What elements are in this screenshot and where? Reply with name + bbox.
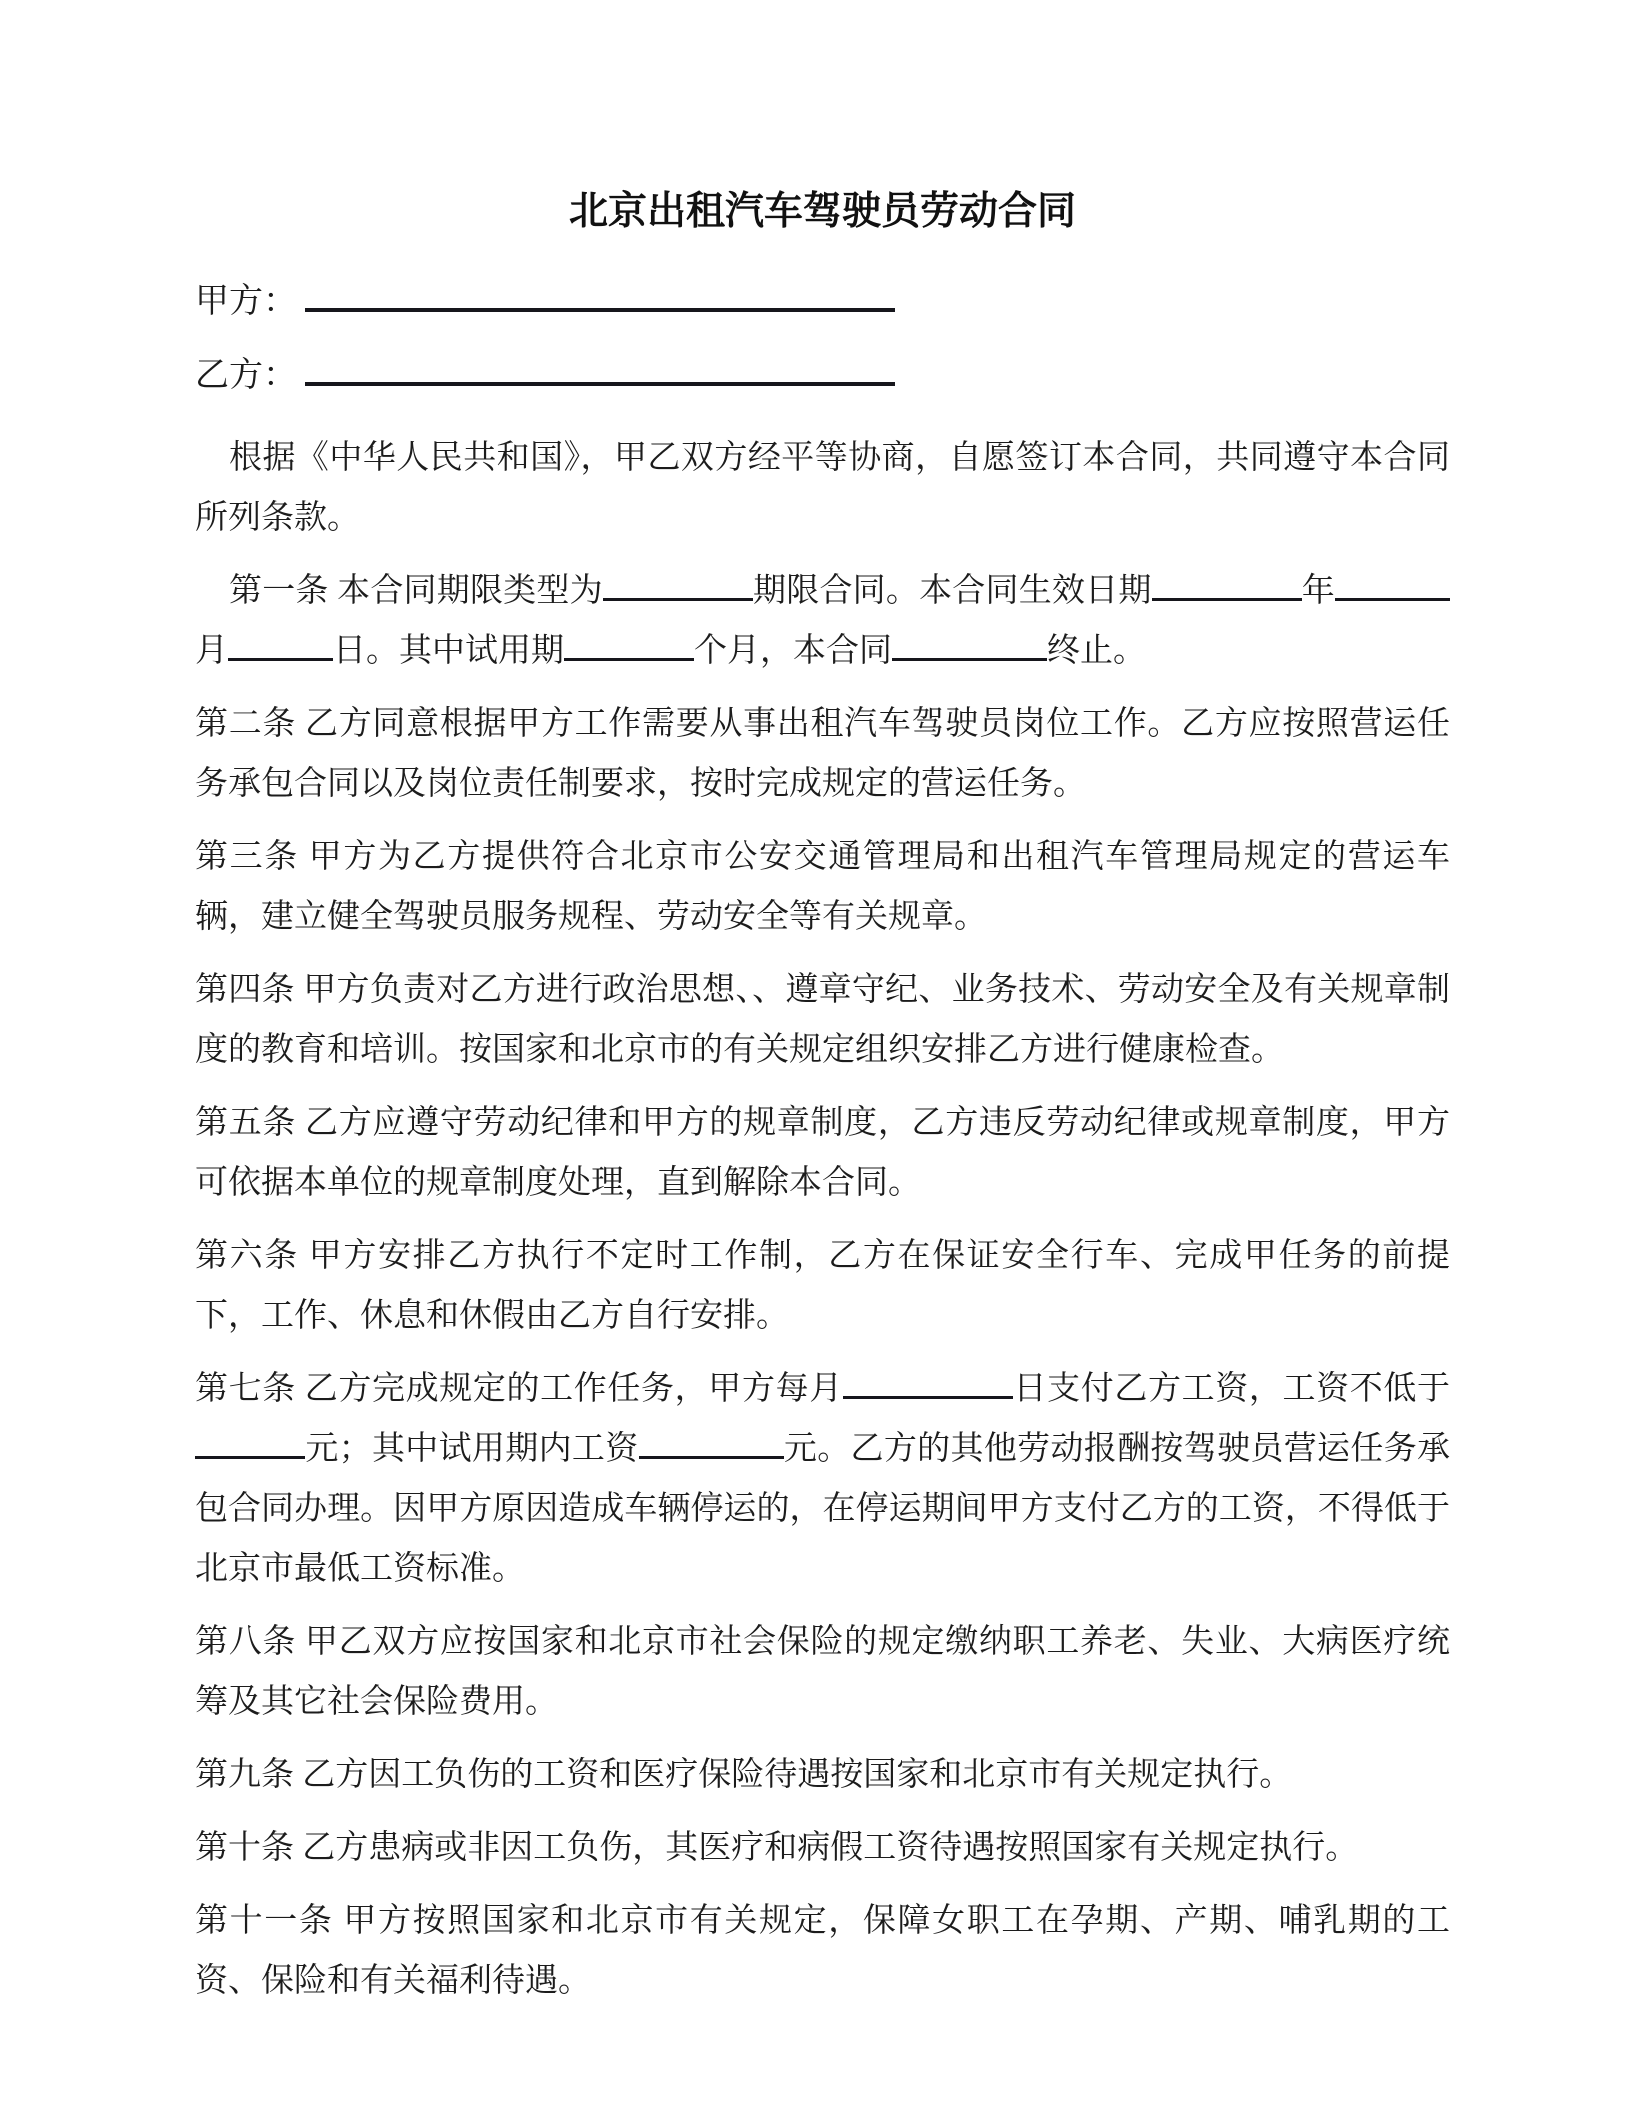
contract-body (195, 428, 1450, 2011)
contract-paragraph-2 (195, 561, 1450, 681)
contract-paragraph-1 (195, 428, 1450, 548)
contract-paragraph-3 (195, 694, 1450, 814)
text-run: 根据《中华人民共和国》，甲乙双方经平等协商，自愿签订本合同，共同遵守本合同所列条款。 (195, 440, 1450, 536)
fill-in-blank (1335, 571, 1450, 601)
party-section (195, 278, 1450, 400)
fill-in-blank (305, 352, 895, 386)
text-run: 第九条 乙方因工负伤的工资和医疗保险待遇按国家和北京市有关规定执行。 (195, 1757, 1293, 1793)
contract-paragraph-9 (195, 1612, 1450, 1732)
fill-in-blank (843, 1369, 1013, 1399)
fill-in-blank (892, 631, 1047, 661)
text-run: 月 (195, 633, 228, 669)
fill-in-blank (1152, 571, 1302, 601)
document-title: 北京出租汽车驾驶员劳动合同 (568, 190, 1076, 233)
text-run: 年 (1301, 573, 1336, 609)
contract-paragraph-8 (195, 1359, 1450, 1599)
fill-in-blank (195, 1429, 305, 1459)
contract-paragraph-11 (195, 1818, 1450, 1878)
fill-in-blank (639, 1429, 784, 1459)
party-label: 乙方： (195, 357, 297, 394)
fill-in-blank (228, 631, 333, 661)
contract-paragraph-7 (195, 1226, 1450, 1346)
text-run: 元；其中试用期内工资 (305, 1431, 639, 1467)
fill-in-blank (305, 278, 895, 312)
text-run: 元。乙方的其他劳动报酬按驾驶员营运任务承包合同办理。因甲方原因造成车辆停运的，在停运期间甲方支付乙方的工资，不得低于北京市最低工资标准。 (195, 1431, 1451, 1587)
party-row (195, 352, 1450, 400)
contract-paragraph-12 (195, 1891, 1450, 2011)
text-run: 日支付乙方工资，工资不低于 (1012, 1371, 1451, 1407)
text-run: 第十条 乙方患病或非因工负伤，其医疗和病假工资待遇按照国家有关规定执行。 (195, 1830, 1359, 1866)
text-run: 日。其中试用期 (333, 633, 564, 669)
text-run: 第二条 乙方同意根据甲方工作需要从事出租汽车驾驶员岗位工作。乙方应按照营运任务承包合同以及岗位责任制要求，按时完成规定的营运任务。 (195, 706, 1450, 802)
party-row (195, 278, 1450, 326)
text-run: 第一条 本合同期限类型为 (229, 573, 603, 609)
text-run: 第十一条 甲方按照国家和北京市有关规定，保障女职工在孕期、产期、哺乳期的工资、保险和有关福利待遇。 (195, 1903, 1450, 1999)
text-run: 个月，本合同 (694, 633, 892, 669)
text-run: 期限合同。本合同生效日期 (752, 573, 1152, 609)
fill-in-blank (603, 571, 753, 601)
text-run: 第三条 甲方为乙方提供符合北京市公安交通管理局和出租汽车管理局规定的营运车辆，建立健全驾驶员服务规程、劳动安全等有关规章。 (195, 839, 1450, 935)
text-run: 第四条 甲方负责对乙方进行政治思想、、遵章守纪、业务技术、劳动安全及有关规章制度的教育和培训。按国家和北京市的有关规定组织安排乙方进行健康检查。 (195, 972, 1450, 1068)
fill-in-blank (564, 631, 694, 661)
text-run: 第七条 乙方完成规定的工作任务，甲方每月 (195, 1371, 843, 1407)
text-run: 终止。 (1047, 633, 1146, 669)
contract-paragraph-10 (195, 1745, 1450, 1805)
party-label: 甲方： (195, 283, 297, 320)
contract-paragraph-5 (195, 960, 1450, 1080)
text-run: 第五条 乙方应遵守劳动纪律和甲方的规章制度，乙方违反劳动纪律或规章制度，甲方可依据本单位的规章制度处理，直到解除本合同。 (195, 1105, 1450, 1201)
contract-paragraph-4 (195, 827, 1450, 947)
contract-paragraph-6 (195, 1093, 1450, 1213)
text-run: 第八条 甲乙双方应按国家和北京市社会保险的规定缴纳职工养老、失业、大病医疗统筹及其它社会保险费用。 (195, 1624, 1450, 1720)
text-run: 第六条 甲方安排乙方执行不定时工作制，乙方在保证安全行车、完成甲任务的前提下，工作、休息和休假由乙方自行安排。 (195, 1238, 1450, 1334)
